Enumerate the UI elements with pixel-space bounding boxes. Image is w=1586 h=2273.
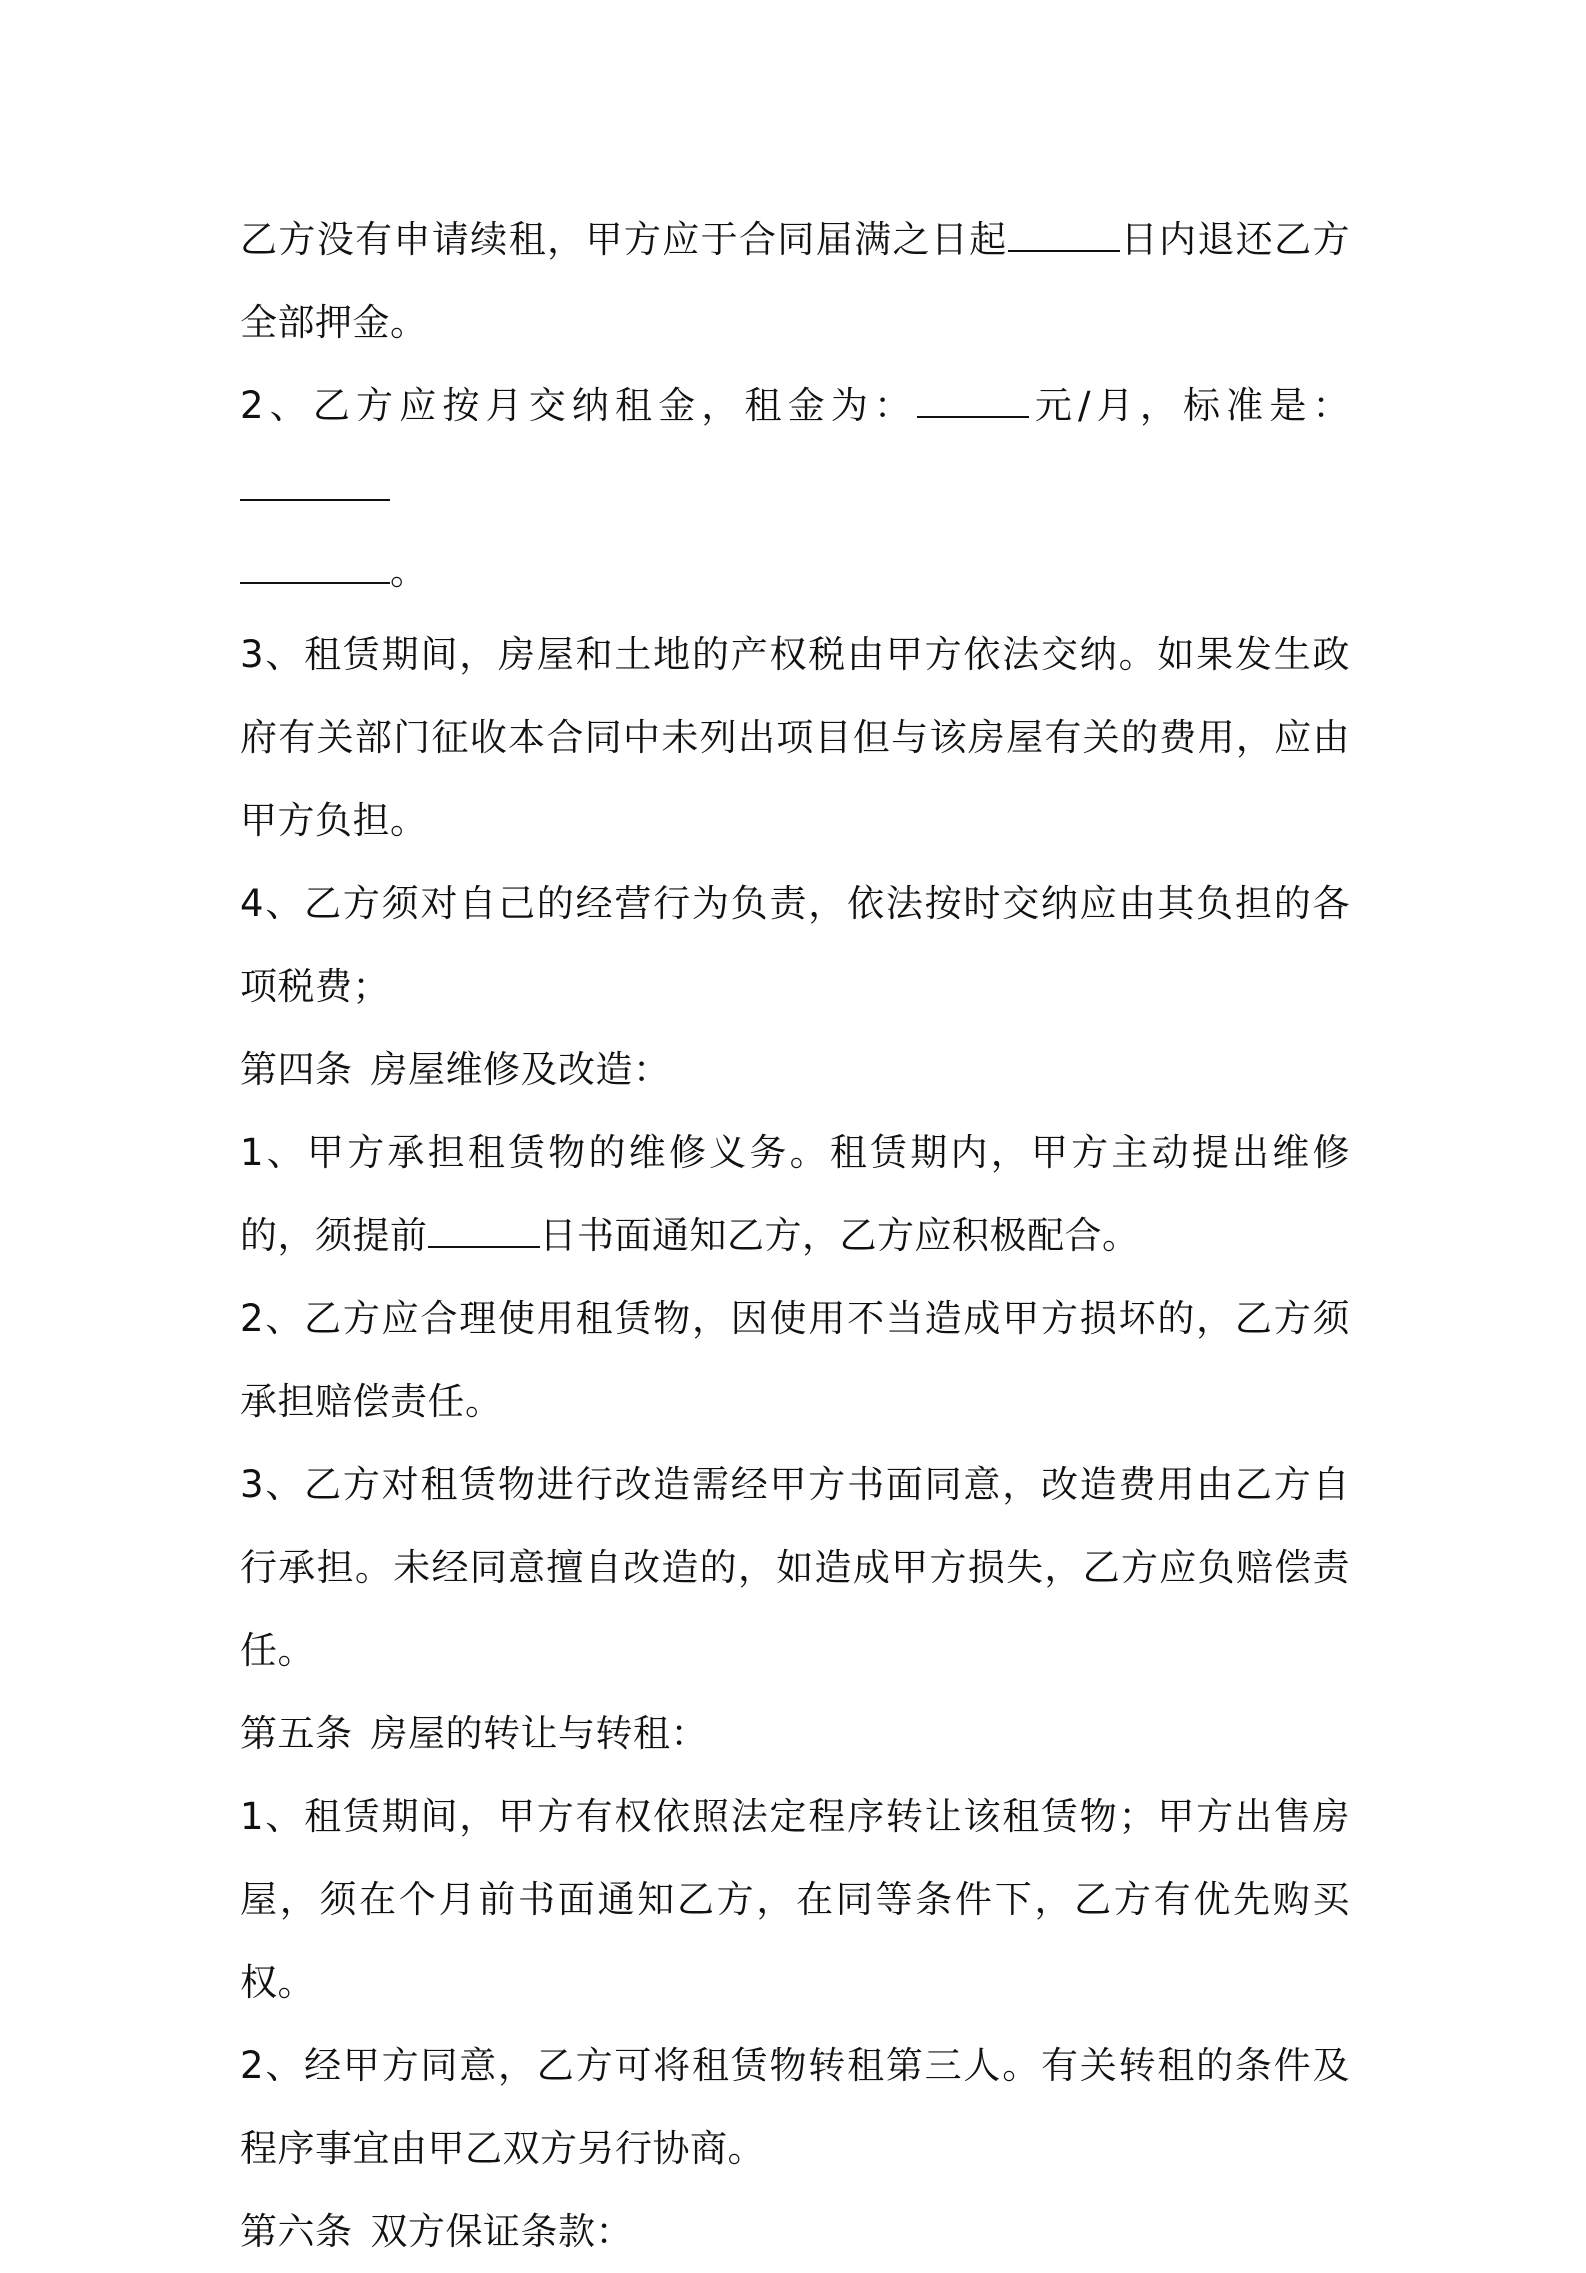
fill-in-blank	[240, 469, 390, 501]
paragraph-text: 元/月，标准是：	[1029, 384, 1350, 427]
paragraph-transfer: 1、租赁期间，甲方有权依照法定程序转让该租赁物；甲方出售房屋，须在个月前书面通知乙方，在同等条件下，乙方有优先购买权。	[240, 1795, 1350, 2004]
document-body	[240, 198, 1350, 2273]
fill-in-blank	[428, 1216, 540, 1248]
article-title: 房屋的转让与转租：	[370, 1712, 708, 1755]
paragraph-text: 日书面通知乙方，乙方应积极配合。	[539, 1214, 1140, 1257]
paragraph-deposit-refund	[240, 198, 1350, 364]
paragraph-property-tax: 3、租赁期间，房屋和土地的产权税由甲方依法交纳。如果发生政府有关部门征收本合同中未列出项目但与该房屋有关的费用，应由甲方负担。	[240, 633, 1350, 842]
paragraph-repair-duty	[240, 1111, 1350, 1277]
paragraph-rent-payment	[240, 364, 1350, 613]
article-number: 第四条	[240, 1048, 353, 1091]
paragraph-text: 。	[390, 550, 428, 593]
paragraph-proper-use: 2、乙方应合理使用租赁物，因使用不当造成甲方损坏的，乙方须承担赔偿责任。	[240, 1297, 1350, 1423]
fill-in-blank	[240, 552, 390, 584]
fill-in-blank	[1008, 220, 1120, 252]
section-heading-article-5	[240, 1692, 1350, 1775]
paragraph-text: 乙方没有申请续租，甲方应于合同届满之日起	[240, 218, 1008, 261]
section-heading-article-6	[240, 2190, 1350, 2273]
paragraph-text: 1、甲方承担租赁物的维修义务。租赁期内，甲方主动提出维修的，须提前	[240, 1131, 1350, 1257]
article-number: 第五条	[240, 1712, 353, 1755]
article-title: 双方保证条款：	[370, 2210, 633, 2253]
article-title: 房屋维修及改造：	[370, 1048, 671, 1091]
article-number: 第六条	[240, 2210, 353, 2253]
paragraph-business-tax: 4、乙方须对自己的经营行为负责，依法按时交纳应由其负担的各项税费；	[240, 882, 1350, 1008]
paragraph-text: 日内退还乙方全部押金。	[240, 218, 1351, 344]
paragraph-sublease: 2、经甲方同意，乙方可将租赁物转租第三人。有关转租的条件及程序事宜由甲乙双方另行协商。	[240, 2044, 1350, 2170]
section-heading-article-4	[240, 1028, 1350, 1111]
fill-in-blank	[917, 386, 1029, 418]
paragraph-renovation: 3、乙方对租赁物进行改造需经甲方书面同意，改造费用由乙方自行承担。未经同意擅自改造的，如造成甲方损失，乙方应负赔偿责任。	[240, 1463, 1350, 1672]
paragraph-text: 2、乙方应按月交纳租金，租金为：	[240, 384, 918, 427]
